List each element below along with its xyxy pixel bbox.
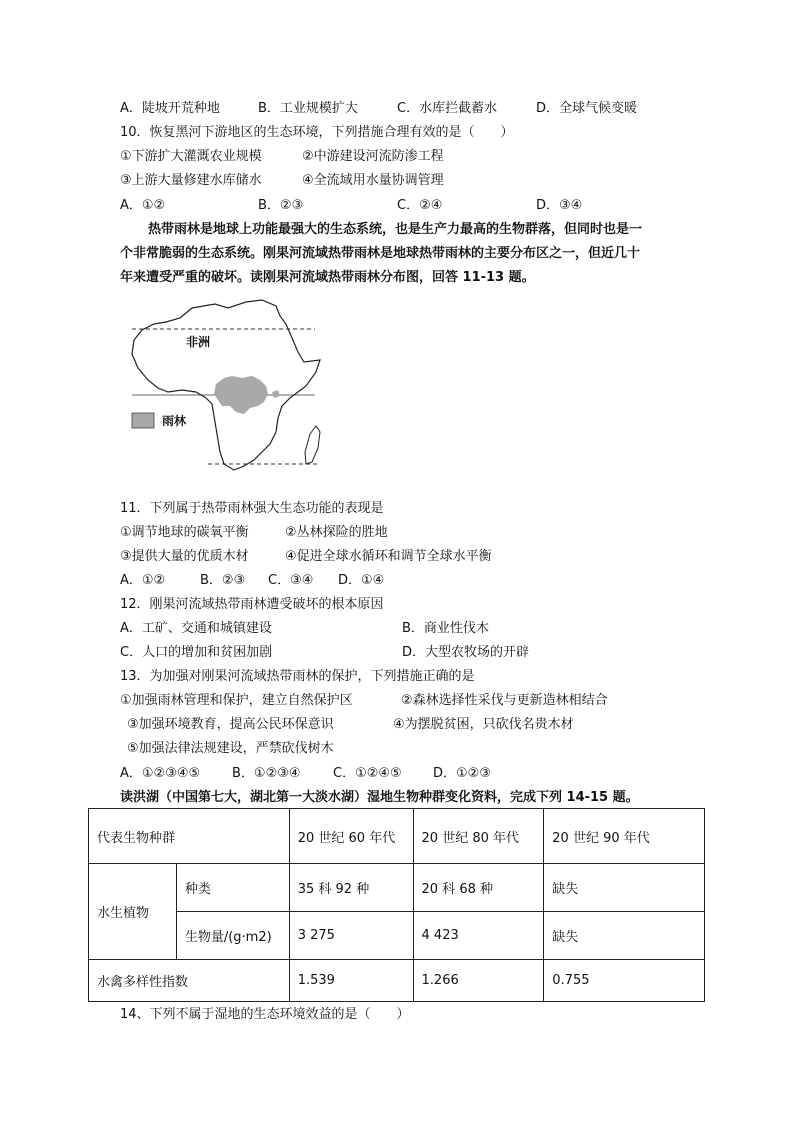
table-cell: 3 275	[289, 912, 413, 960]
rainforest-area	[214, 376, 268, 414]
table-row-label: 水禽多样性指数	[89, 960, 290, 1002]
q11-stem: 11．下列属于热带雨林强大生态功能的表现是	[120, 501, 384, 516]
q12-option-c: C．人口的增加和贫困加剧	[120, 645, 273, 660]
q11-item-1: ①调节地球的碳氧平衡	[120, 525, 249, 540]
table-cell: 1.539	[289, 960, 413, 1002]
q10-option-c: C．②④	[397, 198, 443, 213]
table-row-label: 生物量/(g·m2)	[176, 912, 289, 960]
q13-option-d: D．①②③	[433, 766, 491, 781]
q10-option-b: B．②③	[258, 198, 304, 213]
q11-option-c: C．③④	[268, 573, 314, 588]
madagascar-outline	[305, 426, 320, 464]
rainforest-patch	[272, 390, 280, 398]
table-header-cell: 20 世纪 80 年代	[413, 809, 544, 864]
table-cell: 缺失	[544, 912, 705, 960]
passage-line-2: 个非常脆弱的生态系统。刚果河流域热带雨林是地球热带雨林的主要分布区之一，但近几十	[120, 246, 641, 261]
q13-item-5: ⑤加强法律法规建设，严禁砍伐树木	[127, 741, 334, 756]
table-cell: 1.266	[413, 960, 544, 1002]
table-cell: 35 科 92 种	[289, 864, 413, 912]
table-cell: 4 423	[413, 912, 544, 960]
table-row	[89, 960, 705, 1002]
q10-option-d: D．③④	[536, 198, 583, 213]
q10-item-4: ④全流域用水量协调管理	[302, 173, 444, 188]
q12-option-d: D．大型农牧场的开辟	[402, 645, 530, 660]
table-cell: 缺失	[544, 864, 705, 912]
table-header-cell: 20 世纪 90 年代	[544, 809, 705, 864]
q11-option-d: D．①④	[338, 573, 385, 588]
q12-option-a: A．工矿、交通和城镇建设	[120, 621, 272, 636]
q13-stem: 13．为加强对刚果河流域热带雨林的保护，下列措施正确的是	[120, 669, 475, 684]
q9-option-d: D．全球气候变暖	[536, 101, 638, 116]
q13-option-a: A．①②③④⑤	[120, 766, 201, 781]
q10-stem: 10．恢复黑河下游地区的生态环境，下列措施合理有效的是（ ）	[120, 125, 514, 140]
q11-item-4: ④促进全球水循环和调节全球水平衡	[285, 549, 492, 564]
passage-line-3: 年来遭受严重的破坏。读刚果河流域热带雨林分布图，回答 11-13 题。	[120, 270, 535, 285]
table-cell: 0.755	[544, 960, 705, 1002]
q13-option-b: B．①②③④	[232, 766, 301, 781]
q13-option-c: C．①②④⑤	[333, 766, 402, 781]
table-row-label: 种类	[176, 864, 289, 912]
passage-line-1: 热带雨林是地球上功能最强大的生态系统，也是生产力最高的生物群落，但同时也是一	[148, 222, 643, 237]
table-header-cell: 代表生物种群	[89, 809, 290, 864]
q11-item-3: ③提供大量的优质木材	[120, 549, 249, 564]
table-intro: 读洪湖（中国第七大，湖北第一大淡水湖）湿地生物种群变化资料，完成下列 14-15 题。	[120, 790, 639, 805]
table-group-label: 水生植物	[89, 864, 177, 960]
legend-label: 雨林	[162, 414, 187, 428]
q9-option-b: B．工业规模扩大	[258, 101, 358, 116]
q13-item-4: ④为摆脱贫困，只砍伐名贵木材	[393, 717, 574, 732]
wetland-species-table	[88, 808, 705, 1002]
continent-label: 非洲	[186, 335, 211, 349]
q10-item-3: ③上游大量修建水库储水	[120, 173, 262, 188]
q11-option-b: B．②③	[200, 573, 246, 588]
q9-option-c: C．水库拦截蓄水	[397, 101, 498, 116]
q13-item-1: ①加强雨林管理和保护，建立自然保护区	[120, 693, 353, 708]
table-cell: 20 科 68 种	[413, 864, 544, 912]
table-header-row	[89, 809, 705, 864]
q13-item-3: ③加强环境教育，提高公民环保意识	[127, 717, 334, 732]
q14-stem: 14、下列不属于湿地的生态环境效益的是（ ）	[120, 1007, 410, 1022]
q12-stem: 12．刚果河流域热带雨林遭受破坏的根本原因	[120, 597, 384, 612]
q13-item-2: ②森林选择性采伐与更新造林相结合	[401, 693, 608, 708]
q12-option-b: B．商业性伐木	[402, 621, 489, 636]
legend-swatch	[132, 413, 154, 428]
table-header-cell: 20 世纪 60 年代	[289, 809, 413, 864]
q10-item-1: ①下游扩大灌溉农业规模	[120, 149, 262, 164]
q11-option-a: A．①②	[120, 573, 166, 588]
africa-rainforest-map	[120, 294, 330, 474]
q10-item-2: ②中游建设河流防渗工程	[302, 149, 444, 164]
q9-option-a: A．陡坡开荒种地	[120, 101, 220, 116]
table-row	[89, 864, 705, 912]
table-row	[89, 912, 705, 960]
q11-item-2: ②丛林探险的胜地	[285, 525, 388, 540]
q10-option-a: A．①②	[120, 198, 166, 213]
